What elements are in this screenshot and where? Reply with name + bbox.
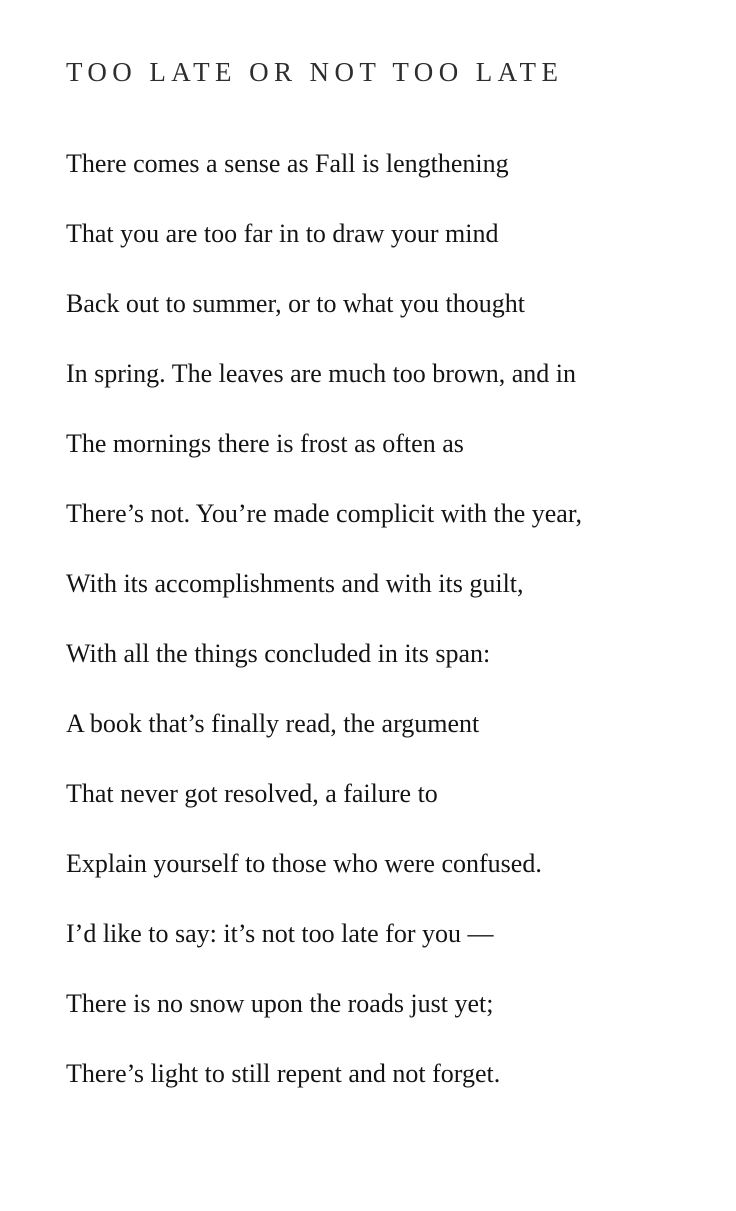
poem-page xyxy=(0,57,736,1087)
poem-title: TOO LATE OR NOT TOO LATE xyxy=(66,57,564,87)
poem-line: With its accomplishments and with its guilt, xyxy=(66,569,524,598)
poem-line: Explain yourself to those who were confused. xyxy=(66,849,542,878)
poem-line: The mornings there is frost as often as xyxy=(66,429,464,458)
poem-line: That never got resolved, a failure to xyxy=(66,779,438,808)
poem-line: In spring. The leaves are much too brown, and in xyxy=(66,359,576,388)
poem-line: Back out to summer, or to what you thought xyxy=(66,289,525,318)
poem-line: There’s light to still repent and not forget. xyxy=(66,1059,501,1088)
poem-line: There comes a sense as Fall is lengthening xyxy=(66,149,509,178)
poem-line: With all the things concluded in its span: xyxy=(66,639,491,668)
poem-line: That you are too far in to draw your mind xyxy=(66,219,499,248)
poem-line: I’d like to say: it’s not too late for you — xyxy=(66,919,494,948)
poem-body xyxy=(66,151,696,1087)
poem-line: There is no snow upon the roads just yet; xyxy=(66,989,494,1018)
poem-line: A book that’s finally read, the argument xyxy=(66,709,480,738)
poem-line: There’s not. You’re made complicit with the year, xyxy=(66,499,582,528)
